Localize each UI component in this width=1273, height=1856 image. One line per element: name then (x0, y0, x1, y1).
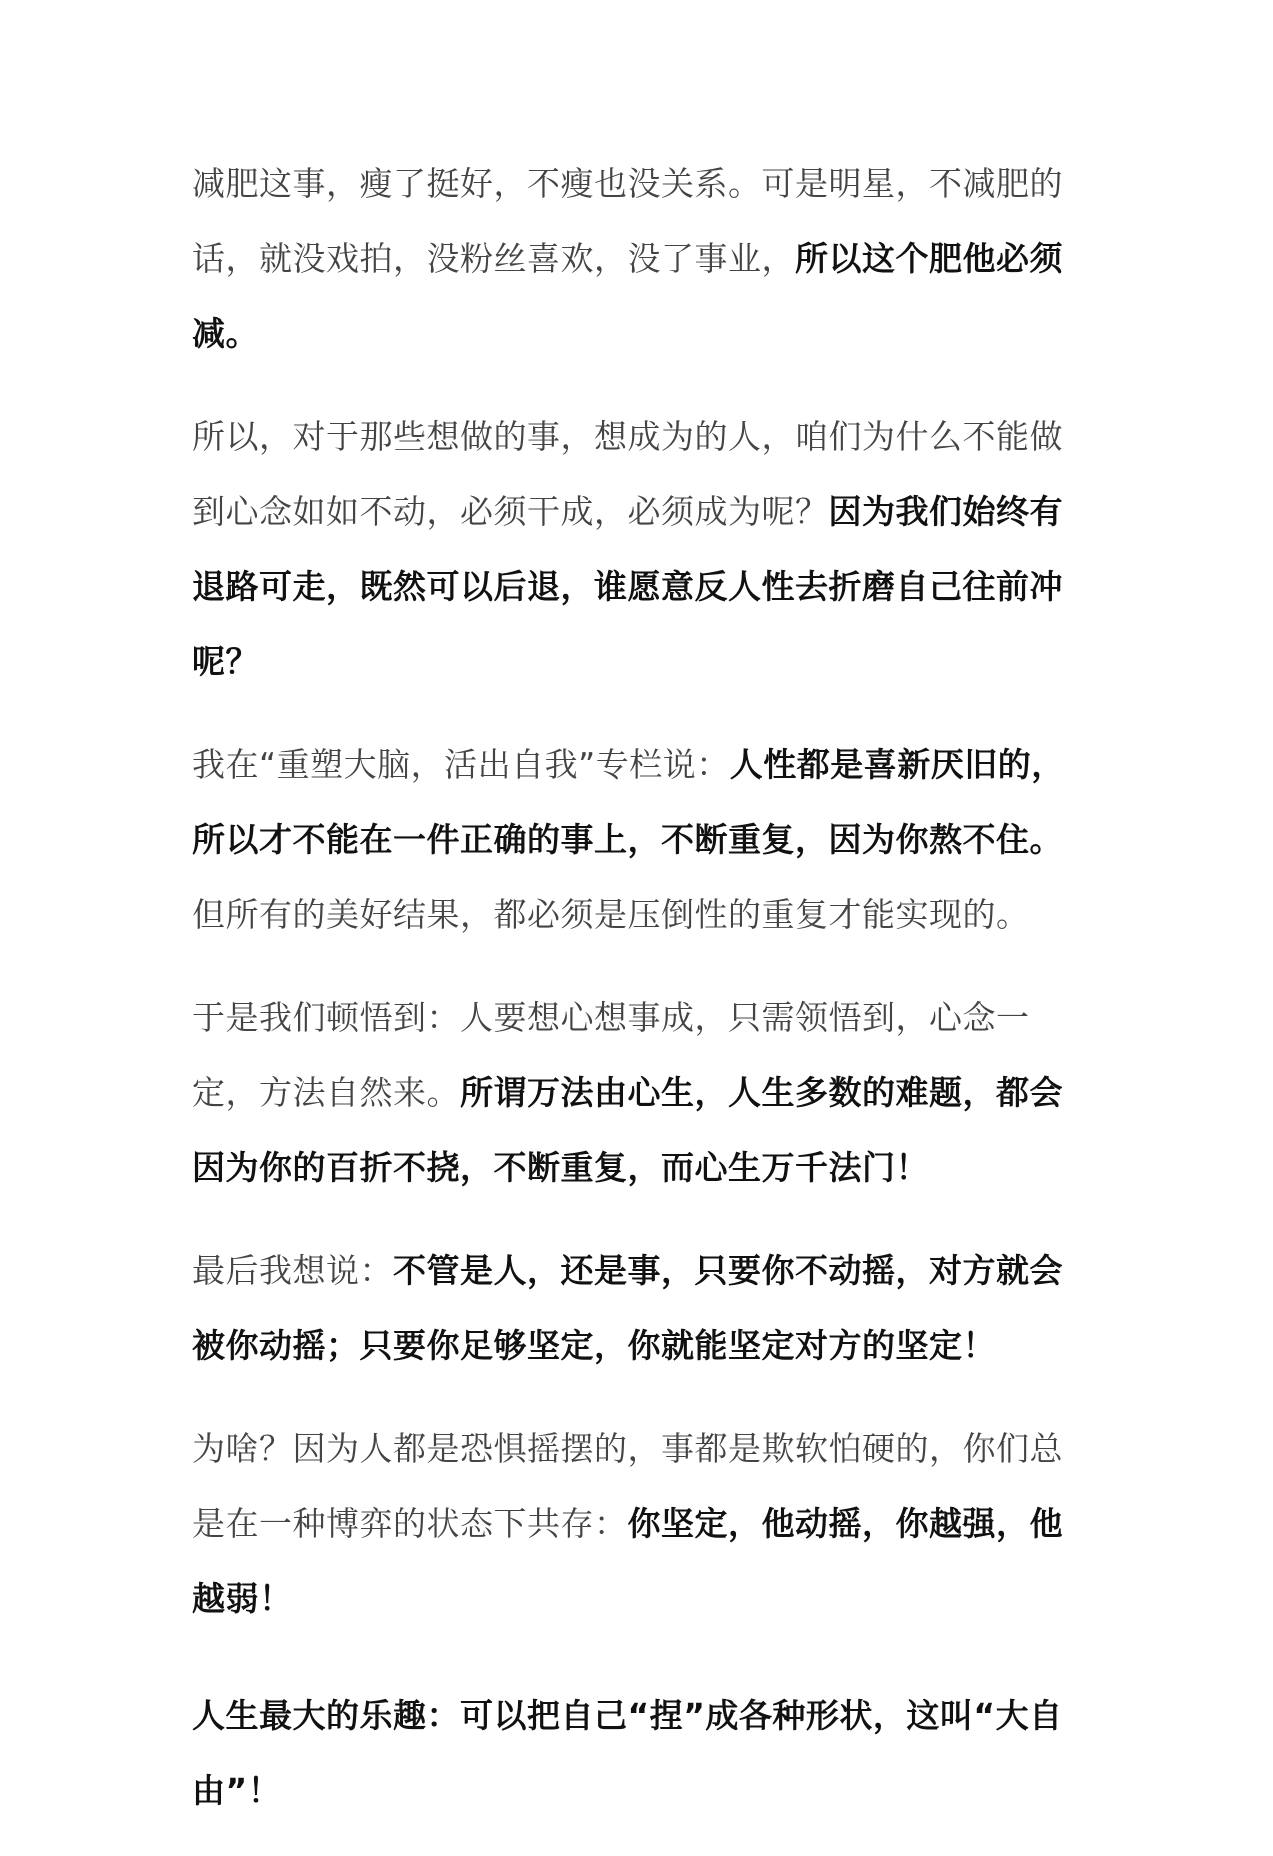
paragraph-3-text-a: 我在“重塑大脑，活出自我”专栏说： (192, 745, 730, 784)
paragraph-4-bold: 所谓万法由心生，人生多数的难题，都会因为你的百折不挠，不断重复，而心生万千法门！ (192, 1073, 1063, 1187)
paragraph-5 (192, 1233, 1082, 1383)
paragraph-3-bold: 人性都是喜新厌旧的，所以才不能在一件正确的事上，不断重复，因为你熬不住。 (192, 745, 1065, 859)
paragraph-6-bold: 你坚定，他动摇，你越强，他越弱！ (192, 1504, 1063, 1618)
article-body (192, 146, 1082, 1856)
paragraph-2-bold: 因为我们始终有退路可走，既然可以后退，谁愿意反人性去折磨自己往前冲呢？ (192, 492, 1063, 681)
paragraph-4 (192, 980, 1082, 1205)
paragraph-5-bold: 不管是人，还是事，只要你不动摇，对方就会被你动摇；只要你足够坚定，你就能坚定对方的坚定！ (192, 1251, 1063, 1365)
paragraph-1-text: 减肥这事，瘦了挺好，不瘦也没关系。可是明星，不减肥的话，就没戏拍，没粉丝喜欢，没了事业， (192, 164, 1063, 278)
paragraph-2-text: 所以，对于那些想做的事，想成为的人，咱们为什么不能做到心念如如不动，必须干成，必须成为呢？ (192, 417, 1063, 531)
paragraph-1-bold: 所以这个肥他必须减。 (192, 239, 1063, 353)
paragraph-3-text-b: 但所有的美好结果，都必须是压倒性的重复才能实现的。 (192, 895, 1030, 934)
paragraph-6-text: 为啥？因为人都是恐惧摇摆的，事都是欺软怕硬的，你们总是在一种博弈的状态下共存： (192, 1429, 1063, 1543)
paragraph-2 (192, 399, 1082, 699)
paragraph-1 (192, 146, 1082, 371)
paragraph-7 (192, 1678, 1082, 1828)
paragraph-6 (192, 1411, 1082, 1636)
paragraph-5-text: 最后我想说： (192, 1251, 393, 1290)
paragraph-7-bold: 人生最大的乐趣：可以把自己“捏”成各种形状，这叫“大自由”！ (192, 1696, 1063, 1810)
paragraph-4-text: 于是我们顿悟到：人要想心想事成，只需领悟到，心念一定，方法自然来。 (192, 998, 1030, 1112)
paragraph-3 (192, 727, 1082, 952)
